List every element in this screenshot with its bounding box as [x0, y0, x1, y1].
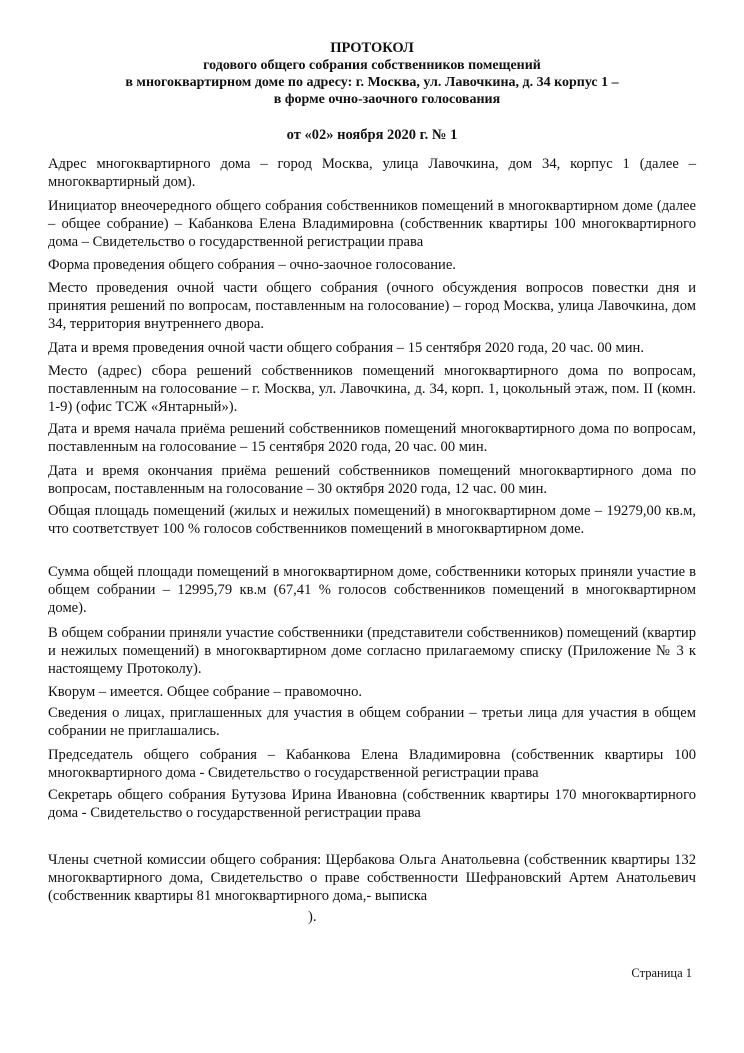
document-title: ПРОТОКОЛ: [330, 40, 414, 56]
paragraph-place: Место проведения очной части общего собрания (очного обсуждения вопросов повестки дня и принятия решений по вопросам, поставленным на голосование) – город Москва, улица Лавочкина, дом 34, территория внутреннего двора.: [48, 280, 696, 332]
header-subtitle-1: годового общего собрания собственников помещений: [203, 58, 541, 73]
paragraph-start-date: Дата и время начала приёма решений собственников помещений многоквартирного дома по вопросам, поставленным на голосование – 15 сентября 2020 года, 20 час. 00 мин.: [48, 421, 696, 455]
protocol-date-number: от «02» ноября 2020 г. № 1: [286, 127, 458, 143]
header-subtitle-2: в многоквартирном доме по адресу: г. Москва, ул. Лавочкина, д. 34 корпус 1 –: [125, 75, 619, 90]
paragraph-end-date: Дата и время окончания приёма решений собственников помещений многоквартирного дома по вопросам, поставленным на голосование – 30 октября 2020 года, 12 час. 00 мин.: [48, 463, 696, 497]
paragraph-closing: ).: [308, 909, 317, 925]
paragraph-quorum: Кворум – имеется. Общее собрание – правомочно.: [48, 684, 363, 700]
paragraph-participation-area: Сумма общей площади помещений в многоквартирном доме, собственники которых приняли участие в общем собрании – 12995,79 кв.м (67,41 % голосов собственников помещений в многоквартирном доме).: [48, 564, 696, 616]
paragraph-initiator: Инициатор внеочередного общего собрания собственников помещений в многоквартирном доме (далее – общее собрание) – Кабанкова Елена Владимировна (собственник квартиры 100 многоквартирного дома – Свидетельство о государственной регистрации права: [48, 198, 696, 250]
header-subtitle-3: в форме очно-заочного голосования: [273, 92, 501, 107]
paragraph-chairman: Председатель общего собрания – Кабанкова Елена Владимировна (собственник квартиры 100 многоквартирного дома - Свидетельство о государственной регистрации права: [48, 747, 696, 781]
paragraph-date-time: Дата и время проведения очной части общего собрания – 15 сентября 2020 года, 20 час. 00 мин.: [48, 340, 644, 356]
paragraph-secretary: Секретарь общего собрания Бутузова Ирина Ивановна (собственник квартиры 170 многоквартирного дома - Свидетельство о государственной регистрации права: [48, 787, 696, 821]
paragraph-invited: Сведения о лицах, приглашенных для участия в общем собрании – третьи лица для участия в общем собрании не приглашались.: [48, 705, 696, 739]
paragraph-form: Форма проведения общего собрания – очно-заочное голосование.: [48, 257, 456, 273]
paragraph-total-area: Общая площадь помещений (жилых и нежилых помещений) в многоквартирном доме – 19279,00 кв.м, что соответствует 100 % голосов собственников помещений в многоквартирном доме.: [48, 503, 696, 537]
document-header: [0, 40, 744, 108]
paragraph-collection-place: Место (адрес) сбора решений собственников помещений многоквартирного дома по вопросам, поставленным на голосование – г. Москва, ул. Лавочкина, д. 34, корп. 1, цокольный этаж, пом. II (комн. 1-9) (офис ТСЖ «Янтарный»).: [48, 363, 696, 415]
paragraph-address: Адрес многоквартирного дома – город Москва, улица Лавочкина, дом 34, корпус 1 (далее – многоквартирный дом).: [48, 156, 696, 190]
paragraph-counting-commission: Члены счетной комиссии общего собрания: Щербакова Ольга Анатольевна (собственник квартиры 132 многоквартирного дома, Свидетельство о праве собственности Шефрановский Артем Анатольевич (собственник квартиры 81 многоквартирного дома,- выписка: [48, 852, 696, 904]
page-number: Страница 1: [631, 966, 692, 980]
paragraph-participants: В общем собрании приняли участие собственники (представители собственников) помещений (квартир и нежилых помещений) в многоквартирном доме согласно прилагаемому списку (Приложение № 3 к настоящему Протоколу).: [48, 625, 696, 677]
